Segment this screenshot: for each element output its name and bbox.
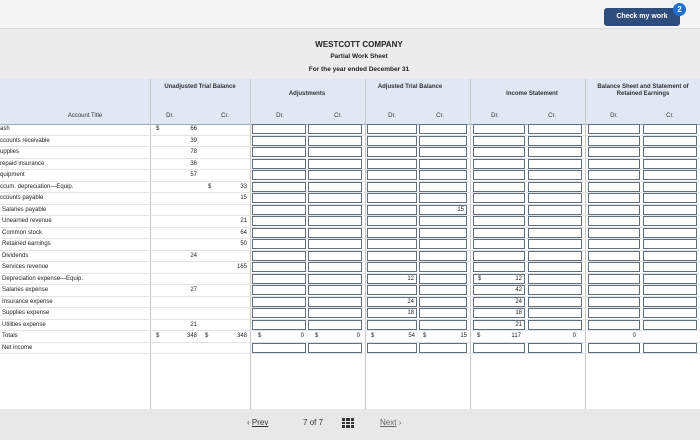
grid-icon[interactable] [342, 418, 354, 428]
is-cr-input[interactable] [528, 159, 582, 169]
dollar-sign: $ [423, 333, 427, 339]
account-title: Insurance expense [2, 298, 53, 305]
is-cr-input[interactable] [528, 216, 582, 226]
adjtb-cr-input[interactable] [419, 251, 467, 261]
bs-dr-input[interactable] [588, 124, 640, 134]
bs-dr-input[interactable] [588, 182, 640, 192]
row-divider [0, 330, 700, 331]
adj-cr-input[interactable] [308, 285, 362, 295]
adjtb-cr-input[interactable] [419, 124, 467, 134]
bs-cr-input[interactable] [643, 136, 697, 146]
bs-cr-input[interactable] [643, 124, 697, 134]
bs-cr-input[interactable] [643, 228, 697, 238]
bs-cr-input[interactable] [643, 216, 697, 226]
adj-dr-input[interactable] [252, 297, 306, 307]
bs-cr-input[interactable] [643, 205, 697, 215]
is-dr-input[interactable] [473, 343, 525, 353]
unadj-dr-value: 78 [190, 149, 197, 155]
adj-cr-header: Cr. [334, 113, 342, 119]
is-cr-input[interactable] [528, 205, 582, 215]
dollar-sign: $ [156, 333, 160, 339]
is-dr-input[interactable] [473, 216, 525, 226]
adj-dr-input[interactable] [252, 239, 306, 249]
account-title: Depreciation expense—Equip. [2, 275, 84, 282]
adj-cr-input[interactable] [308, 297, 362, 307]
adj-dr-input[interactable] [252, 182, 306, 192]
is-cr-input[interactable] [528, 262, 582, 272]
adj-dr-input[interactable] [252, 159, 306, 169]
adj-cr-input[interactable] [308, 274, 362, 284]
adjtb-dr-input[interactable] [367, 193, 417, 203]
adjtb-cr-input[interactable] [419, 320, 467, 330]
adjtb-dr-input[interactable] [367, 228, 417, 238]
is-cr-input[interactable] [528, 124, 582, 134]
is-cr-input[interactable] [528, 170, 582, 180]
adj-dr-input[interactable] [252, 216, 306, 226]
adj-cr-input[interactable] [308, 147, 362, 157]
is-dr-input[interactable] [473, 170, 525, 180]
adj-dr-input[interactable] [252, 205, 306, 215]
account-title: ash [0, 126, 10, 132]
adjtb-cr-input[interactable] [419, 343, 467, 353]
unadj-dr-value: 24 [190, 252, 197, 259]
is-cr-input[interactable] [528, 147, 582, 157]
bs-dr-input[interactable] [588, 308, 640, 318]
unadj-cr-value: 50 [240, 241, 247, 247]
adjtb-dr-input[interactable] [367, 239, 417, 249]
is-cr-input[interactable] [528, 343, 582, 353]
adjtb-cr-input[interactable] [419, 182, 467, 192]
account-title: Salaries payable [2, 206, 47, 213]
account-title: Salaries expense [2, 287, 49, 293]
bs-dr-input[interactable] [588, 147, 640, 157]
adjtb-cr-input[interactable] [419, 262, 467, 272]
unadj-dr-value: 57 [190, 172, 197, 178]
adjtb-cr-input[interactable] [419, 159, 467, 169]
adj-cr-total: 0 [356, 333, 360, 339]
dollar-sign: $ [315, 333, 319, 339]
is-cr-input[interactable] [528, 193, 582, 203]
is-dr-input[interactable] [473, 239, 525, 249]
bs-dr-input[interactable] [588, 136, 640, 146]
bs-cr-input[interactable] [643, 170, 697, 180]
is-dr-input[interactable] [473, 262, 525, 272]
adjtb-cr-input[interactable] [419, 170, 467, 180]
is-cr-input[interactable] [528, 297, 582, 307]
company-name: WESTCOTT COMPANY [315, 40, 403, 49]
bs-cr-input[interactable] [643, 159, 697, 169]
is-cr-input[interactable] [528, 182, 582, 192]
unadj-cr-header: Cr. [221, 113, 229, 119]
is-cr-header: Cr. [548, 113, 556, 119]
adj-dr-input[interactable] [252, 124, 306, 134]
row-divider [0, 353, 700, 354]
adj-dr-total: 0 [300, 333, 304, 339]
page-indicator: 7 of 7 [303, 418, 324, 427]
col-divider [250, 79, 251, 409]
bs-dr-total: 0 [632, 333, 636, 339]
dollar-sign: $ [371, 333, 375, 339]
unadj-cr-value: 64 [240, 229, 247, 236]
adj-dr-input[interactable] [252, 285, 306, 295]
col-divider [365, 79, 366, 409]
account-title: ccounts payable [0, 195, 44, 201]
adj-cr-input[interactable] [308, 170, 362, 180]
adj-dr-input[interactable] [252, 320, 306, 330]
check-my-work-button[interactable]: Check my work [604, 8, 680, 26]
account-title: Totals [2, 333, 18, 339]
adjtb-cr-input[interactable] [419, 308, 467, 318]
is-dr-input[interactable] [473, 182, 525, 192]
is-cr-input[interactable] [528, 251, 582, 261]
col-divider [470, 79, 471, 409]
unadjusted-header: Unadjusted Trial Balance [164, 84, 236, 90]
bs-dr-input[interactable] [588, 320, 640, 330]
adjtb-dr-input[interactable] [367, 170, 417, 180]
bs-cr-input[interactable] [643, 343, 697, 353]
col-divider [585, 79, 586, 409]
bs-dr-input[interactable] [588, 205, 640, 215]
is-dr-input[interactable]: 42 [473, 285, 525, 295]
adjtb-dr-input[interactable] [367, 262, 417, 272]
bs-dr-input[interactable] [588, 216, 640, 226]
bs-cr-input[interactable] [643, 297, 697, 307]
adj-dr-input[interactable] [252, 170, 306, 180]
bs-cr-header: Cr. [666, 113, 674, 119]
account-title: Retained earnings [2, 241, 51, 247]
is-dr-input[interactable] [473, 136, 525, 146]
is-dr-input[interactable] [473, 193, 525, 203]
dollar-sign: $ [205, 333, 209, 339]
adjtb-cr-input[interactable] [419, 136, 467, 146]
bs-cr-input[interactable] [643, 274, 697, 284]
adjtb-cr-input[interactable] [419, 228, 467, 238]
next-button[interactable]: Next › [380, 418, 402, 427]
account-title: Unearned revenue [2, 218, 52, 224]
adj-cr-input[interactable] [308, 343, 362, 353]
account-title: repaid insurance [0, 160, 45, 167]
unadj-cr-value: 33 [240, 183, 247, 190]
chevron-left-icon: ‹ [247, 418, 250, 427]
account-title: Utilities expense [2, 321, 46, 328]
account-title: Net income [2, 344, 33, 351]
adjustments-header: Adjustments [288, 91, 326, 97]
unadj-dr-value: 27 [190, 287, 197, 293]
check-count-badge: 2 [673, 3, 686, 16]
adjtb-dr-input[interactable] [367, 136, 417, 146]
account-title: ccounts receivable [0, 137, 50, 144]
adjtb-cr-input[interactable] [419, 274, 467, 284]
bs-cr-input[interactable] [643, 251, 697, 261]
is-dr-input[interactable]: 18 [473, 308, 525, 318]
account-title: Services revenue [2, 264, 49, 270]
adj-dr-input[interactable] [252, 228, 306, 238]
adjtb-dr-input[interactable] [367, 124, 417, 134]
is-cr-input[interactable] [528, 285, 582, 295]
adj-cr-input[interactable] [308, 308, 362, 318]
bs-cr-input[interactable] [643, 285, 697, 295]
adjtb-dr-input[interactable] [367, 343, 417, 353]
is-dr-input[interactable]: 12 [473, 274, 525, 284]
adjtb-cr-input[interactable] [419, 285, 467, 295]
bs-dr-input[interactable] [588, 228, 640, 238]
is-dr-input[interactable] [473, 159, 525, 169]
adj-dr-input[interactable] [252, 136, 306, 146]
unadj-cr-value: 348 [236, 333, 247, 339]
unadj-cr-value: 165 [236, 264, 247, 270]
adj-cr-input[interactable] [308, 228, 362, 238]
account-title: Dividends [2, 252, 29, 259]
is-dr-input[interactable]: 21 [473, 320, 525, 330]
adj-cr-input[interactable] [308, 159, 362, 169]
is-cr-input[interactable] [528, 320, 582, 330]
adjtb-dr-input[interactable]: 18 [367, 308, 417, 318]
bs-dr-input[interactable] [588, 193, 640, 203]
adjtb-dr-input[interactable] [367, 159, 417, 169]
bs-cr-input[interactable] [643, 320, 697, 330]
adjtb-dr-input[interactable] [367, 251, 417, 261]
adjusted-header: Adjusted Trial Balance [377, 84, 443, 90]
adjtb-dr-input[interactable] [367, 320, 417, 330]
col-divider [150, 79, 151, 409]
unadj-cr-value: 21 [240, 218, 247, 224]
is-dr-input[interactable] [473, 205, 525, 215]
adj-dr-input[interactable] [252, 343, 306, 353]
unadj-cr-value: 15 [240, 195, 247, 201]
adjtb-dr-input[interactable] [367, 147, 417, 157]
adj-dr-input[interactable] [252, 262, 306, 272]
is-cr-input[interactable] [528, 228, 582, 238]
adjtb-dr-header: Dr. [388, 113, 396, 119]
adj-cr-input[interactable] [308, 193, 362, 203]
adjtb-cr-input[interactable] [419, 147, 467, 157]
bs-dr-input[interactable] [588, 170, 640, 180]
adj-dr-input[interactable] [252, 193, 306, 203]
dollar-sign: $ [156, 126, 160, 132]
is-cr-total: 0 [572, 333, 576, 339]
income-header: Income Statement [506, 91, 558, 97]
chevron-right-icon: › [398, 418, 402, 427]
is-dr-header: Dr. [491, 113, 499, 119]
adjtb-dr-input[interactable] [367, 182, 417, 192]
dollar-sign: $ [208, 183, 212, 190]
adjtb-dr-input[interactable] [367, 216, 417, 226]
adjtb-dr-input[interactable] [367, 205, 417, 215]
account-title: Supplies expense [2, 310, 50, 316]
adjtb-dr-total: 54 [408, 333, 415, 339]
bs-cr-input[interactable] [643, 262, 697, 272]
is-dr-input[interactable] [473, 124, 525, 134]
unadj-dr-value: 348 [186, 333, 197, 339]
unadj-dr-value: 21 [190, 321, 197, 328]
adj-dr-input[interactable] [252, 147, 306, 157]
account-title: Common stock [2, 229, 43, 236]
dollar-sign: $ [478, 275, 482, 282]
adjtb-cr-input[interactable] [419, 193, 467, 203]
adj-cr-input[interactable] [308, 239, 362, 249]
bs-dr-input[interactable] [588, 239, 640, 249]
is-dr-input[interactable] [473, 147, 525, 157]
adjtb-dr-input[interactable] [367, 285, 417, 295]
sheet-title: Partial Work Sheet [330, 53, 388, 60]
bs-cr-input[interactable] [643, 308, 697, 318]
is-dr-input[interactable] [473, 228, 525, 238]
is-dr-input[interactable]: 24 [473, 297, 525, 307]
bs-dr-input[interactable] [588, 251, 640, 261]
adjtb-dr-input[interactable]: 24 [367, 297, 417, 307]
adj-cr-input[interactable] [308, 262, 362, 272]
is-dr-input[interactable] [473, 251, 525, 261]
adj-dr-input[interactable] [252, 251, 306, 261]
unadj-dr-value: 66 [190, 126, 197, 132]
adjtb-cr-input[interactable]: 15 [419, 205, 467, 215]
bs-dr-input[interactable] [588, 285, 640, 295]
bs-cr-input[interactable] [643, 182, 697, 192]
account-title-header: Account Title [67, 113, 103, 119]
adj-cr-input[interactable] [308, 182, 362, 192]
adj-cr-input[interactable] [308, 124, 362, 134]
unadj-dr-value: 36 [190, 160, 197, 167]
is-cr-input[interactable] [528, 274, 582, 284]
balance-header: Balance Sheet and Statement of Retained Earnings [597, 84, 689, 97]
is-dr-total: 117 [511, 333, 521, 339]
bs-dr-input[interactable] [588, 274, 640, 284]
prev-button[interactable]: ‹ Prev [247, 418, 269, 427]
account-title: ccum. depreciation—Equip. [0, 183, 74, 190]
bs-cr-input[interactable] [643, 239, 697, 249]
adj-dr-header: Dr. [276, 113, 284, 119]
period-title: For the year ended December 31 [308, 66, 410, 73]
bs-dr-header: Dr. [610, 113, 618, 119]
dollar-sign: $ [258, 333, 262, 339]
unadj-dr-header: Dr. [166, 113, 174, 119]
adjtb-cr-input[interactable] [419, 216, 467, 226]
unadj-dr-value: 39 [190, 137, 197, 144]
adjtb-dr-input[interactable]: 12 [367, 274, 417, 284]
bs-dr-input[interactable] [588, 343, 640, 353]
adj-dr-input[interactable] [252, 274, 306, 284]
account-title: upplies [0, 149, 20, 155]
is-cr-input[interactable] [528, 136, 582, 146]
bs-dr-input[interactable] [588, 159, 640, 169]
bs-dr-input[interactable] [588, 262, 640, 272]
bs-cr-input[interactable] [643, 147, 697, 157]
account-title: quipment [0, 172, 25, 178]
adjtb-cr-input[interactable] [419, 297, 467, 307]
adj-cr-input[interactable] [308, 136, 362, 146]
dollar-sign: $ [477, 333, 481, 339]
adj-cr-input[interactable] [308, 251, 362, 261]
adjtb-cr-total: 15 [460, 333, 467, 339]
top-bar [0, 0, 700, 29]
is-cr-input[interactable] [528, 239, 582, 249]
bs-dr-input[interactable] [588, 297, 640, 307]
is-cr-input[interactable] [528, 308, 582, 318]
adjtb-cr-header: Cr. [436, 113, 444, 119]
adj-dr-input[interactable] [252, 308, 306, 318]
adjtb-cr-input[interactable] [419, 239, 467, 249]
adj-cr-input[interactable] [308, 205, 362, 215]
bs-cr-input[interactable] [643, 193, 697, 203]
adj-cr-input[interactable] [308, 320, 362, 330]
adj-cr-input[interactable] [308, 216, 362, 226]
